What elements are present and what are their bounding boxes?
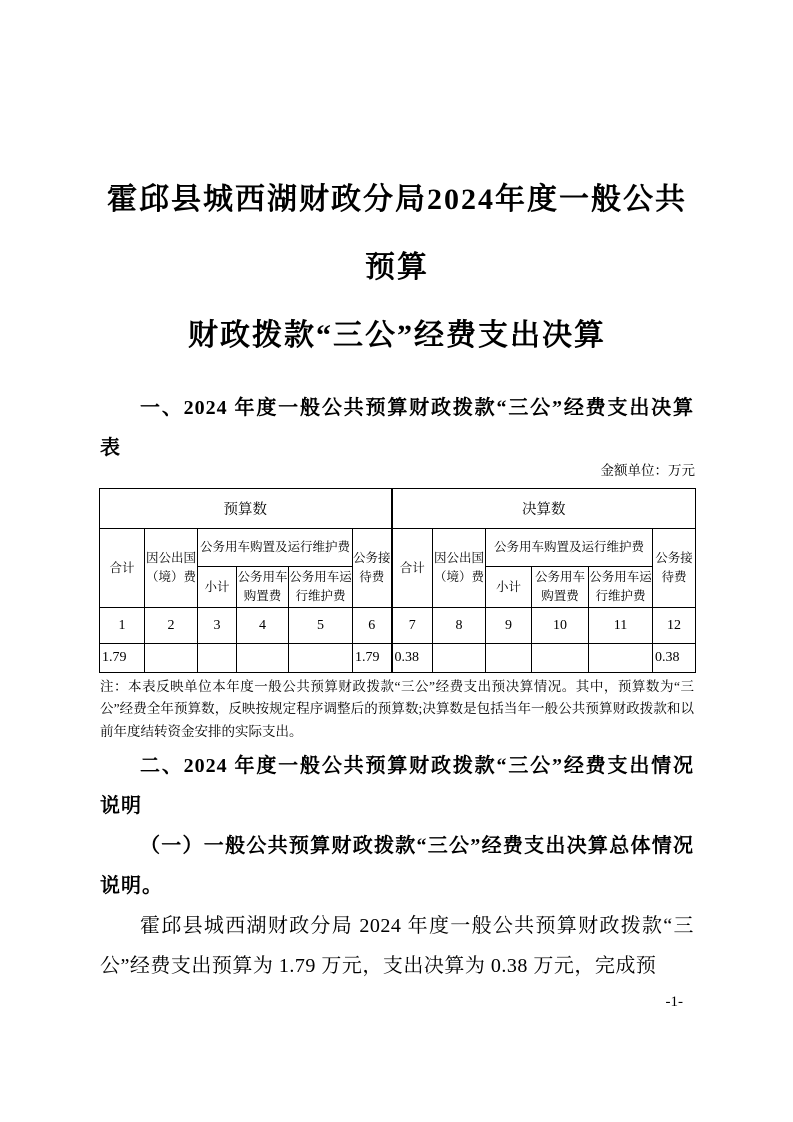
final-vehicle-maintenance-value bbox=[589, 644, 653, 673]
sangong-expense-table bbox=[99, 488, 696, 673]
final-reception-header: 公务接待费 bbox=[653, 529, 696, 608]
section-2-heading: 二、2024 年度一般公共预算财政拨款“三公”经费支出情况说明 bbox=[100, 755, 694, 817]
final-total-value: 0.38 bbox=[392, 644, 433, 673]
final-vehicle-subtotal-header: 小计 bbox=[486, 567, 532, 608]
final-vehicle-purchase-header: 公务用车购置费 bbox=[532, 567, 589, 608]
column-number-8: 8 bbox=[433, 608, 486, 644]
budget-vehicle-group-header: 公务用车购置及运行维护费 bbox=[198, 529, 353, 567]
column-number-3: 3 bbox=[198, 608, 237, 644]
column-number-2: 2 bbox=[145, 608, 198, 644]
final-abroad-value bbox=[433, 644, 486, 673]
column-number-5: 5 bbox=[289, 608, 353, 644]
budget-vehicle-subtotal-value bbox=[198, 644, 237, 673]
final-abroad-header: 因公出国（境）费 bbox=[433, 529, 486, 608]
final-vehicle-group-header: 公务用车购置及运行维护费 bbox=[486, 529, 653, 567]
column-number-12: 12 bbox=[653, 608, 696, 644]
table-group-header-row bbox=[100, 489, 696, 529]
budget-total-value: 1.79 bbox=[100, 644, 145, 673]
section-2-paragraph: 霍邱县城西湖财政分局 2024 年度一般公共预算财政拨款“三公”经费支出预算为 1.79 万元，支出决算为 0.38 万元，完成预 bbox=[100, 915, 694, 977]
column-number-1: 1 bbox=[100, 608, 145, 644]
document-title bbox=[100, 166, 694, 370]
table-note: 注：本表反映单位本年度一般公共预算财政拨款“三公”经费支出预决算情况。其中，预算数为“三公”经费全年预算数，反映按规定程序调整后的预算数;决算数是包括当年一般公共预算财政拨款和以前年度结转资金安排的实际支出。 bbox=[100, 679, 694, 739]
column-number-11: 11 bbox=[589, 608, 653, 644]
budget-reception-header: 公务接待费 bbox=[353, 529, 392, 608]
final-vehicle-purchase-value bbox=[532, 644, 589, 673]
amount-unit-label: 金额单位：万元 bbox=[600, 463, 695, 478]
final-reception-value: 0.38 bbox=[653, 644, 696, 673]
final-total-header: 合计 bbox=[392, 529, 433, 608]
page-number: -1- bbox=[665, 994, 683, 1010]
budget-vehicle-subtotal-header: 小计 bbox=[198, 567, 237, 608]
budget-group-header: 预算数 bbox=[100, 489, 392, 529]
column-number-9: 9 bbox=[486, 608, 532, 644]
column-number-7: 7 bbox=[392, 608, 433, 644]
budget-reception-value: 1.79 bbox=[353, 644, 392, 673]
final-vehicle-subtotal-value bbox=[486, 644, 532, 673]
document-title-line-2: 财政拨款“三公”经费支出决算 bbox=[188, 319, 606, 352]
section-2-1-heading: （一）一般公共预算财政拨款“三公”经费支出决算总体情况说明。 bbox=[100, 835, 694, 897]
budget-vehicle-purchase-value bbox=[237, 644, 289, 673]
column-number-row bbox=[100, 608, 696, 644]
budget-abroad-value bbox=[145, 644, 198, 673]
section-2-block bbox=[100, 746, 694, 986]
budget-vehicle-maintenance-value bbox=[289, 644, 353, 673]
column-number-4: 4 bbox=[237, 608, 289, 644]
column-number-10: 10 bbox=[532, 608, 589, 644]
budget-abroad-header: 因公出国（境）费 bbox=[145, 529, 198, 608]
budget-vehicle-maintenance-header: 公务用车运行维护费 bbox=[289, 567, 353, 608]
column-number-6: 6 bbox=[353, 608, 392, 644]
final-group-header: 决算数 bbox=[392, 489, 696, 529]
table-header-row bbox=[100, 529, 696, 567]
table-value-row bbox=[100, 644, 696, 673]
section-1-heading: 一、2024 年度一般公共预算财政拨款“三公”经费支出决算表 bbox=[100, 397, 694, 459]
document-title-line-1: 霍邱县城西湖财政分局2024年度一般公共预算 bbox=[107, 183, 687, 284]
budget-total-header: 合计 bbox=[100, 529, 145, 608]
budget-vehicle-purchase-header: 公务用车购置费 bbox=[237, 567, 289, 608]
final-vehicle-maintenance-header: 公务用车运行维护费 bbox=[589, 567, 653, 608]
